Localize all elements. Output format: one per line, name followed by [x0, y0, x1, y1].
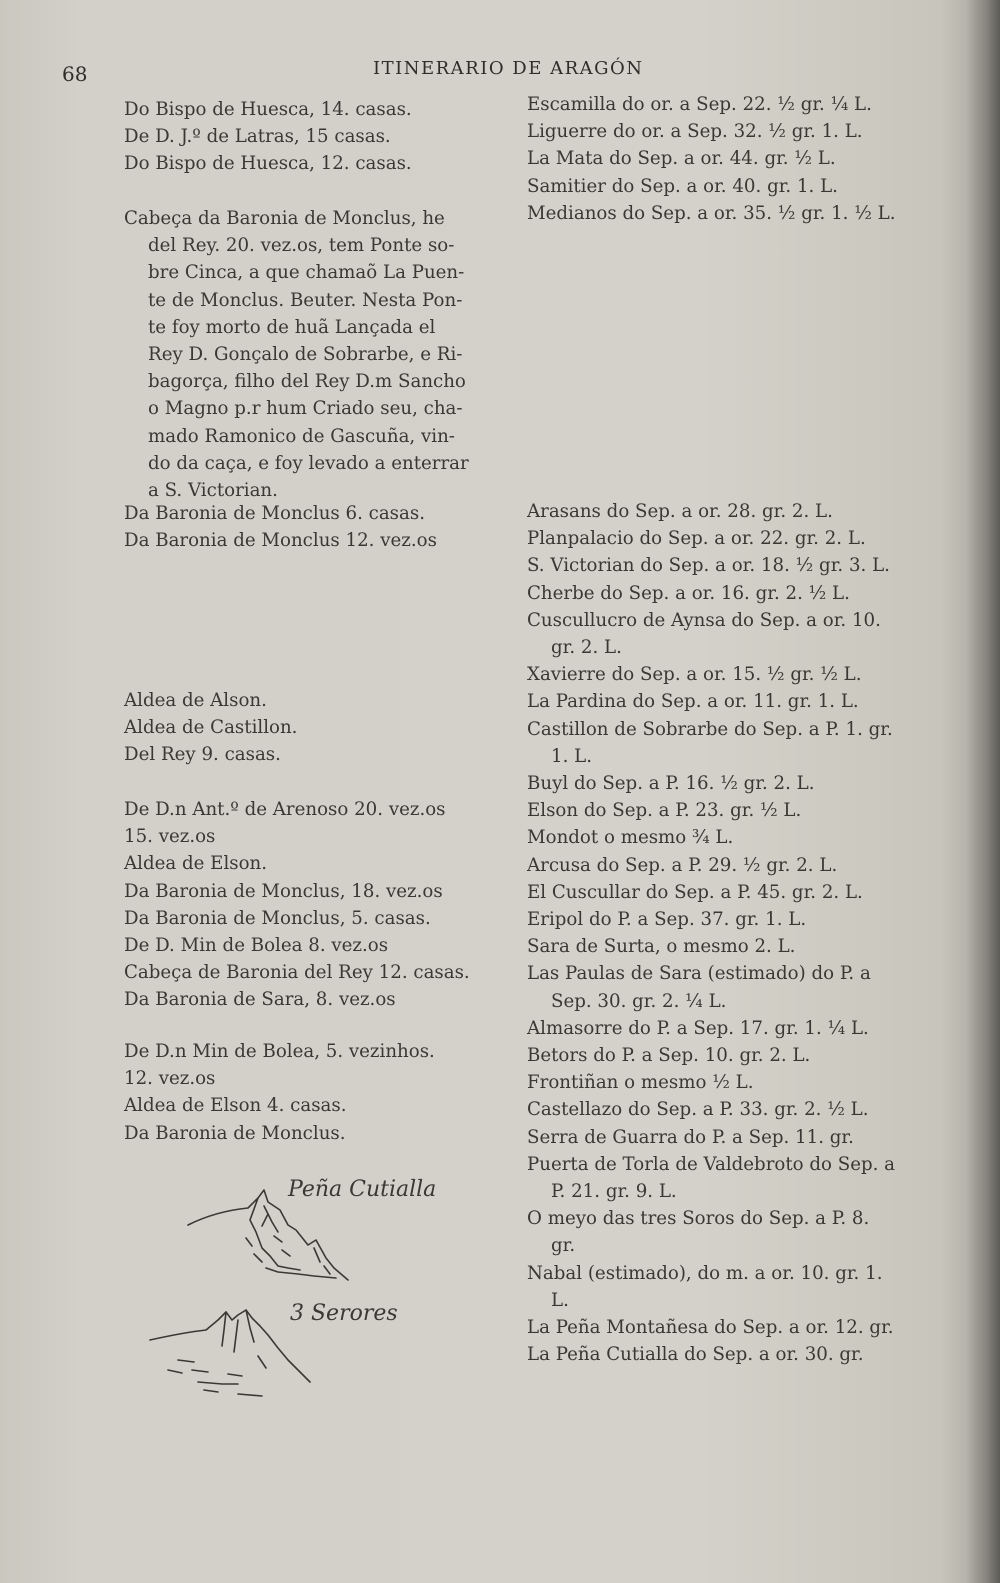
right-entry: Buyl do Sep. a P. 16. ½ gr. 2. L.: [527, 773, 815, 795]
left-line: De D. Min de Bolea 8. vez.os: [124, 935, 389, 957]
left-line: De D.n Min de Bolea, 5. vezinhos.: [124, 1041, 435, 1062]
left-line: o Magno p.r hum Criado seu, cha-: [148, 398, 463, 420]
left-block-5: [124, 796, 494, 1014]
right-block-1: [527, 91, 899, 227]
right-entry: Cherbe do Sep. a or. 16. gr. 2. ½ L.: [527, 582, 850, 604]
left-line: De D. J.º de Latras, 15 casas.: [124, 126, 391, 148]
right-entry: Castillon de Sobrarbe do Sep. a P. 1. gr. 1. L.: [527, 718, 893, 767]
left-line: te de Monclus. Beuter. Nesta Pon-: [148, 289, 463, 311]
right-entry: Planpalacio do Sep. a or. 22. gr. 2. L.: [527, 528, 866, 550]
left-line: Aldea de Elson 4. casas.: [124, 1095, 347, 1117]
left-line: Da Baronia de Monclus 6. casas.: [124, 503, 425, 524]
left-line: 12. vez.os: [124, 1068, 216, 1090]
right-entry: El Cuscullar do Sep. a P. 45. gr. 2. L.: [527, 881, 863, 903]
left-line: Aldea de Elson.: [124, 853, 268, 875]
right-entry: La Pardina do Sep. a or. 11. gr. 1. L.: [527, 691, 859, 713]
right-entry: S. Victorian do Sep. a or. 18. ½ gr. 3. L.: [527, 555, 890, 577]
left-block-1: [124, 96, 494, 178]
left-line: mado Ramonico de Gascuña, vin-: [148, 425, 455, 447]
right-entry: Arcusa do Sep. a P. 29. ½ gr. 2. L.: [527, 854, 838, 876]
right-entry: La Peña Montañesa do Sep. a or. 12. gr.: [527, 1317, 894, 1339]
left-block-4: [124, 687, 494, 769]
left-line: Do Bispo de Huesca, 14. casas.: [124, 99, 412, 120]
left-line: 15. vez.os: [124, 826, 216, 848]
right-entry: La Mata do Sep. a or. 44. gr. ½ L.: [527, 148, 836, 170]
left-line: Cabeça da Baronia de Monclus, he: [124, 208, 445, 229]
left-line: bre Cinca, a que chamaõ La Puen-: [148, 262, 465, 284]
right-block-2: [527, 498, 899, 1369]
right-entry: Puerta de Torla de Valdebroto do Sep. a P. 21. gr. 9. L.: [527, 1153, 896, 1203]
right-entry: Mondot o mesmo ¾ L.: [527, 827, 734, 849]
right-entry: Arasans do Sep. a or. 28. gr. 2. L.: [527, 501, 833, 522]
left-line: do da caça, e foy levado a enterrar: [148, 452, 469, 474]
left-line: Da Baronia de Monclus, 18. vez.os: [124, 880, 443, 902]
left-line: Aldea de Castillon.: [124, 717, 298, 739]
left-line: Rey D. Gonçalo de Sobrarbe, e Ri-: [148, 344, 463, 366]
right-entry: Sara de Surta, o mesmo 2. L.: [527, 936, 796, 958]
left-line: a S. Victorian.: [148, 480, 278, 502]
right-entry: Serra de Guarra do P. a Sep. 11. gr.: [527, 1126, 854, 1148]
left-line: Del Rey 9. casas.: [124, 744, 281, 766]
left-block-2: [124, 205, 494, 504]
right-entry: Elson do Sep. a P. 23. gr. ½ L.: [527, 800, 802, 822]
sketch-label-top: Peña Cutialla: [288, 1177, 437, 1202]
left-line: Da Baronia de Sara, 8. vez.os: [124, 989, 396, 1011]
left-line: Da Baronia de Monclus, 5. casas.: [124, 907, 431, 929]
left-line: Aldea de Alson.: [124, 690, 267, 711]
right-entry: Liguerre do or. a Sep. 32. ½ gr. 1. L.: [527, 121, 863, 143]
left-block-3: [124, 500, 494, 554]
page-number: 68: [62, 62, 88, 86]
right-entry: Castellazo do Sep. a P. 33. gr. 2. ½ L.: [527, 1099, 869, 1121]
left-block-6: [124, 1038, 494, 1147]
sketch-label-bottom: 3 Serores: [290, 1301, 398, 1326]
left-line: Da Baronia de Monclus 12. vez.os: [124, 530, 437, 552]
right-entry: Nabal (estimado), do m. a or. 10. gr. 1. L.: [527, 1262, 883, 1311]
left-line: Do Bispo de Huesca, 12. casas.: [124, 153, 412, 175]
right-entry: Samitier do Sep. a or. 40. gr. 1. L.: [527, 175, 838, 197]
right-entry: O meyo das tres Soros do Sep. a P. 8. gr.: [527, 1208, 870, 1257]
right-entry: Eripol do P. a Sep. 37. gr. 1. L.: [527, 909, 807, 931]
left-line: te foy morto de huã Lançada el: [148, 316, 436, 338]
page-gutter-shadow: [966, 0, 1000, 1583]
right-entry: Betors do P. a Sep. 10. gr. 2. L.: [527, 1045, 811, 1067]
right-entry: Cuscullucro de Aynsa do Sep. a or. 10. gr. 2. L.: [527, 609, 881, 659]
right-entry: Xavierre do Sep. a or. 15. ½ gr. ½ L.: [527, 664, 862, 686]
left-line: bagorça, filho del Rey D.m Sancho: [148, 371, 466, 393]
mountain-sketch: [138, 1170, 468, 1410]
right-entry: Almasorre do P. a Sep. 17. gr. 1. ¼ L.: [527, 1017, 869, 1039]
mountain-sketch-drawing: [138, 1170, 468, 1410]
right-entry: Escamilla do or. a Sep. 22. ½ gr. ¼ L.: [527, 94, 872, 115]
right-entry: La Peña Cutialla do Sep. a or. 30. gr.: [527, 1344, 864, 1366]
left-line: Cabeça de Baronia del Rey 12. casas.: [124, 962, 470, 984]
right-entry: Medianos do Sep. a or. 35. ½ gr. 1. ½ L.: [527, 202, 896, 224]
left-line: De D.n Ant.º de Arenoso 20. vez.os: [124, 799, 446, 820]
left-line: del Rey. 20. vez.os, tem Ponte so-: [148, 235, 455, 257]
left-line: Da Baronia de Monclus.: [124, 1122, 346, 1144]
running-title: ITINERARIO DE ARAGÓN: [373, 58, 644, 79]
right-entry: Frontiñan o mesmo ½ L.: [527, 1072, 754, 1094]
right-entry: Las Paulas de Sara (estimado) do P. a Sep. 30. gr. 2. ¼ L.: [527, 963, 871, 1012]
